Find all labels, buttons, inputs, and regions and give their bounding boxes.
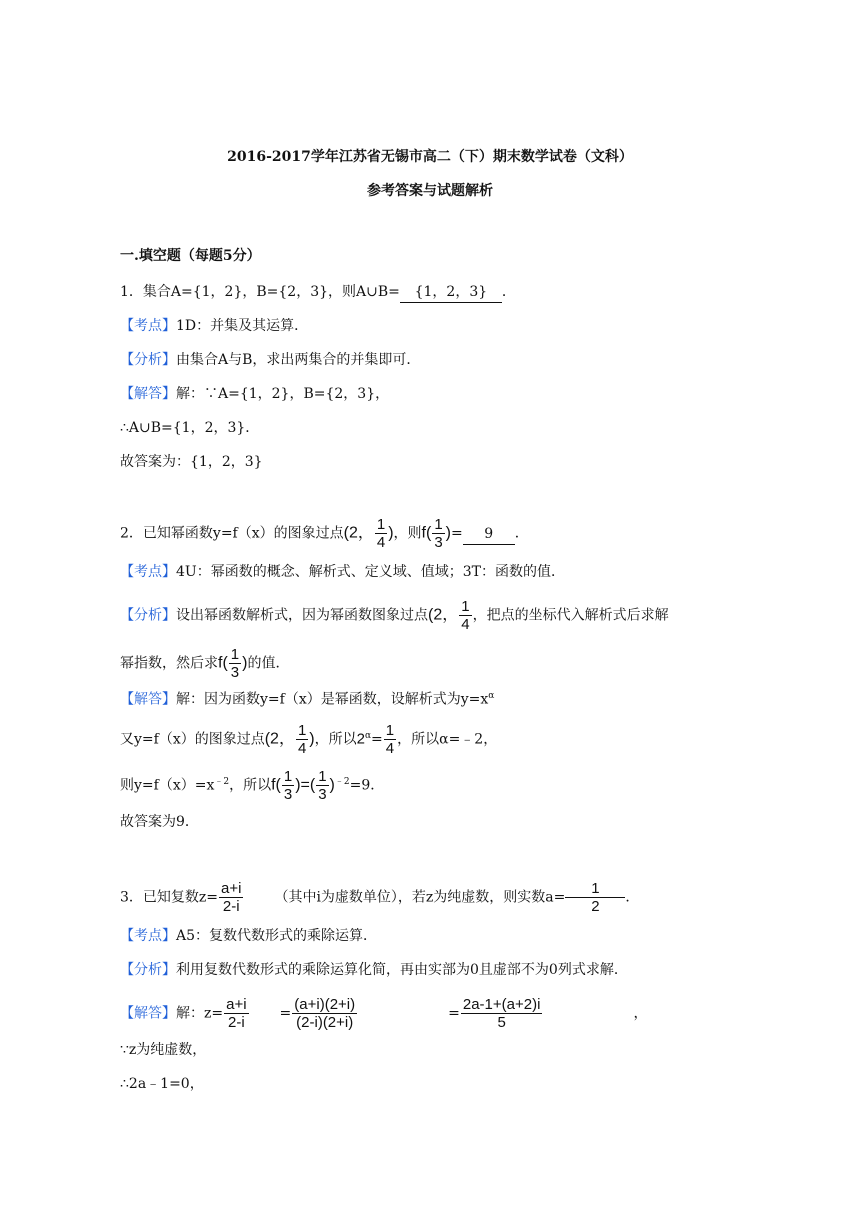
q3-stem: 3．已知复数z= $\frac{a+i}{2-i}$ （其中i为虚数单位），若z为纯虚数，则实数a= $\frac{1}{2}$ ． <box>120 880 640 915</box>
q1-answer: {1，2，3} <box>400 282 502 303</box>
q3-line-2: ∵z为纯虚数， <box>120 1042 207 1058</box>
q2-jieda: 【解答】解：因为函数y=f（x）是幂函数，设解析式为$y=x^\alpha$ <box>120 691 495 708</box>
q2-stem: 2．已知幂函数y=f（x）的图象过点(2， $\frac{1}{4}$ )，则f( $\frac{1}{3}$ )= 9 ． <box>120 516 529 551</box>
q2-jieda-3: 则$y=f(x)=x^{﹣2}$，所以f( $\frac{1}{3}$ )=( $\frac{1}{3}$ )$^{﹣2}$=9． <box>120 768 385 803</box>
page-title: 2016-2017学年江苏省无锡市高二（下）期末数学试卷（文科） <box>227 149 633 165</box>
q2-fenxi-2: 幂指数，然后求f( $\frac{1}{3}$ )的值． <box>120 646 290 681</box>
q2-kaodian: 【考点】4U：幂函数的概念、解析式、定义域、值域；3T：函数的值． <box>120 564 565 580</box>
q1-jieda: 【解答】解：∵A={1，2}，B={2，3}， <box>120 386 390 402</box>
q2-fenxi: 【分析】设出幂函数解析式，因为幂函数图象过点(2， $\frac{1}{4}$ ，把点的坐标代入解析式后求解 <box>120 598 669 633</box>
q3-fenxi: 【分析】利用复数代数形式的乘除运算化简，再由实部为0且虚部不为0列式求解． <box>120 962 628 978</box>
q1-jieda-2: ∴A∪B={1，2，3}． <box>120 420 260 436</box>
q3-jieda: 【解答】解：z= $\frac{a+i}{2-i}$ = $\frac{(a+i)(2+i)}{(2-i)(2+i)}$ = $\frac{2a-1+(a+2)i}{5}$ ， <box>120 996 648 1031</box>
q2-jieda-2: 又y=f（x）的图象过点(2， $\frac{1}{4}$ )，所以$2^\alpha=$ $\frac{1}{4}$ ，所以α=﹣2， <box>120 722 498 757</box>
q1-stem: 1．集合A={1，2}，B={2，3}，则A∪B= {1，2，3} ． <box>120 282 516 303</box>
q1-kaodian: 【考点】1D：并集及其运算． <box>120 318 309 334</box>
q1-final: 故答案为：{1，2，3} <box>120 454 263 470</box>
section-heading: 一.填空题（每题5分） <box>120 248 261 264</box>
q3-kaodian: 【考点】A5：复数代数形式的乘除运算． <box>120 928 378 944</box>
q1-fenxi: 【分析】由集合A与B，求出两集合的并集即可． <box>120 352 421 368</box>
q3-line-3: ∴2a﹣1=0， <box>120 1076 204 1092</box>
q2-final: 故答案为9． <box>120 814 199 830</box>
q2-answer: 9 <box>463 524 515 545</box>
page-subtitle: 参考答案与试题解析 <box>367 183 493 199</box>
